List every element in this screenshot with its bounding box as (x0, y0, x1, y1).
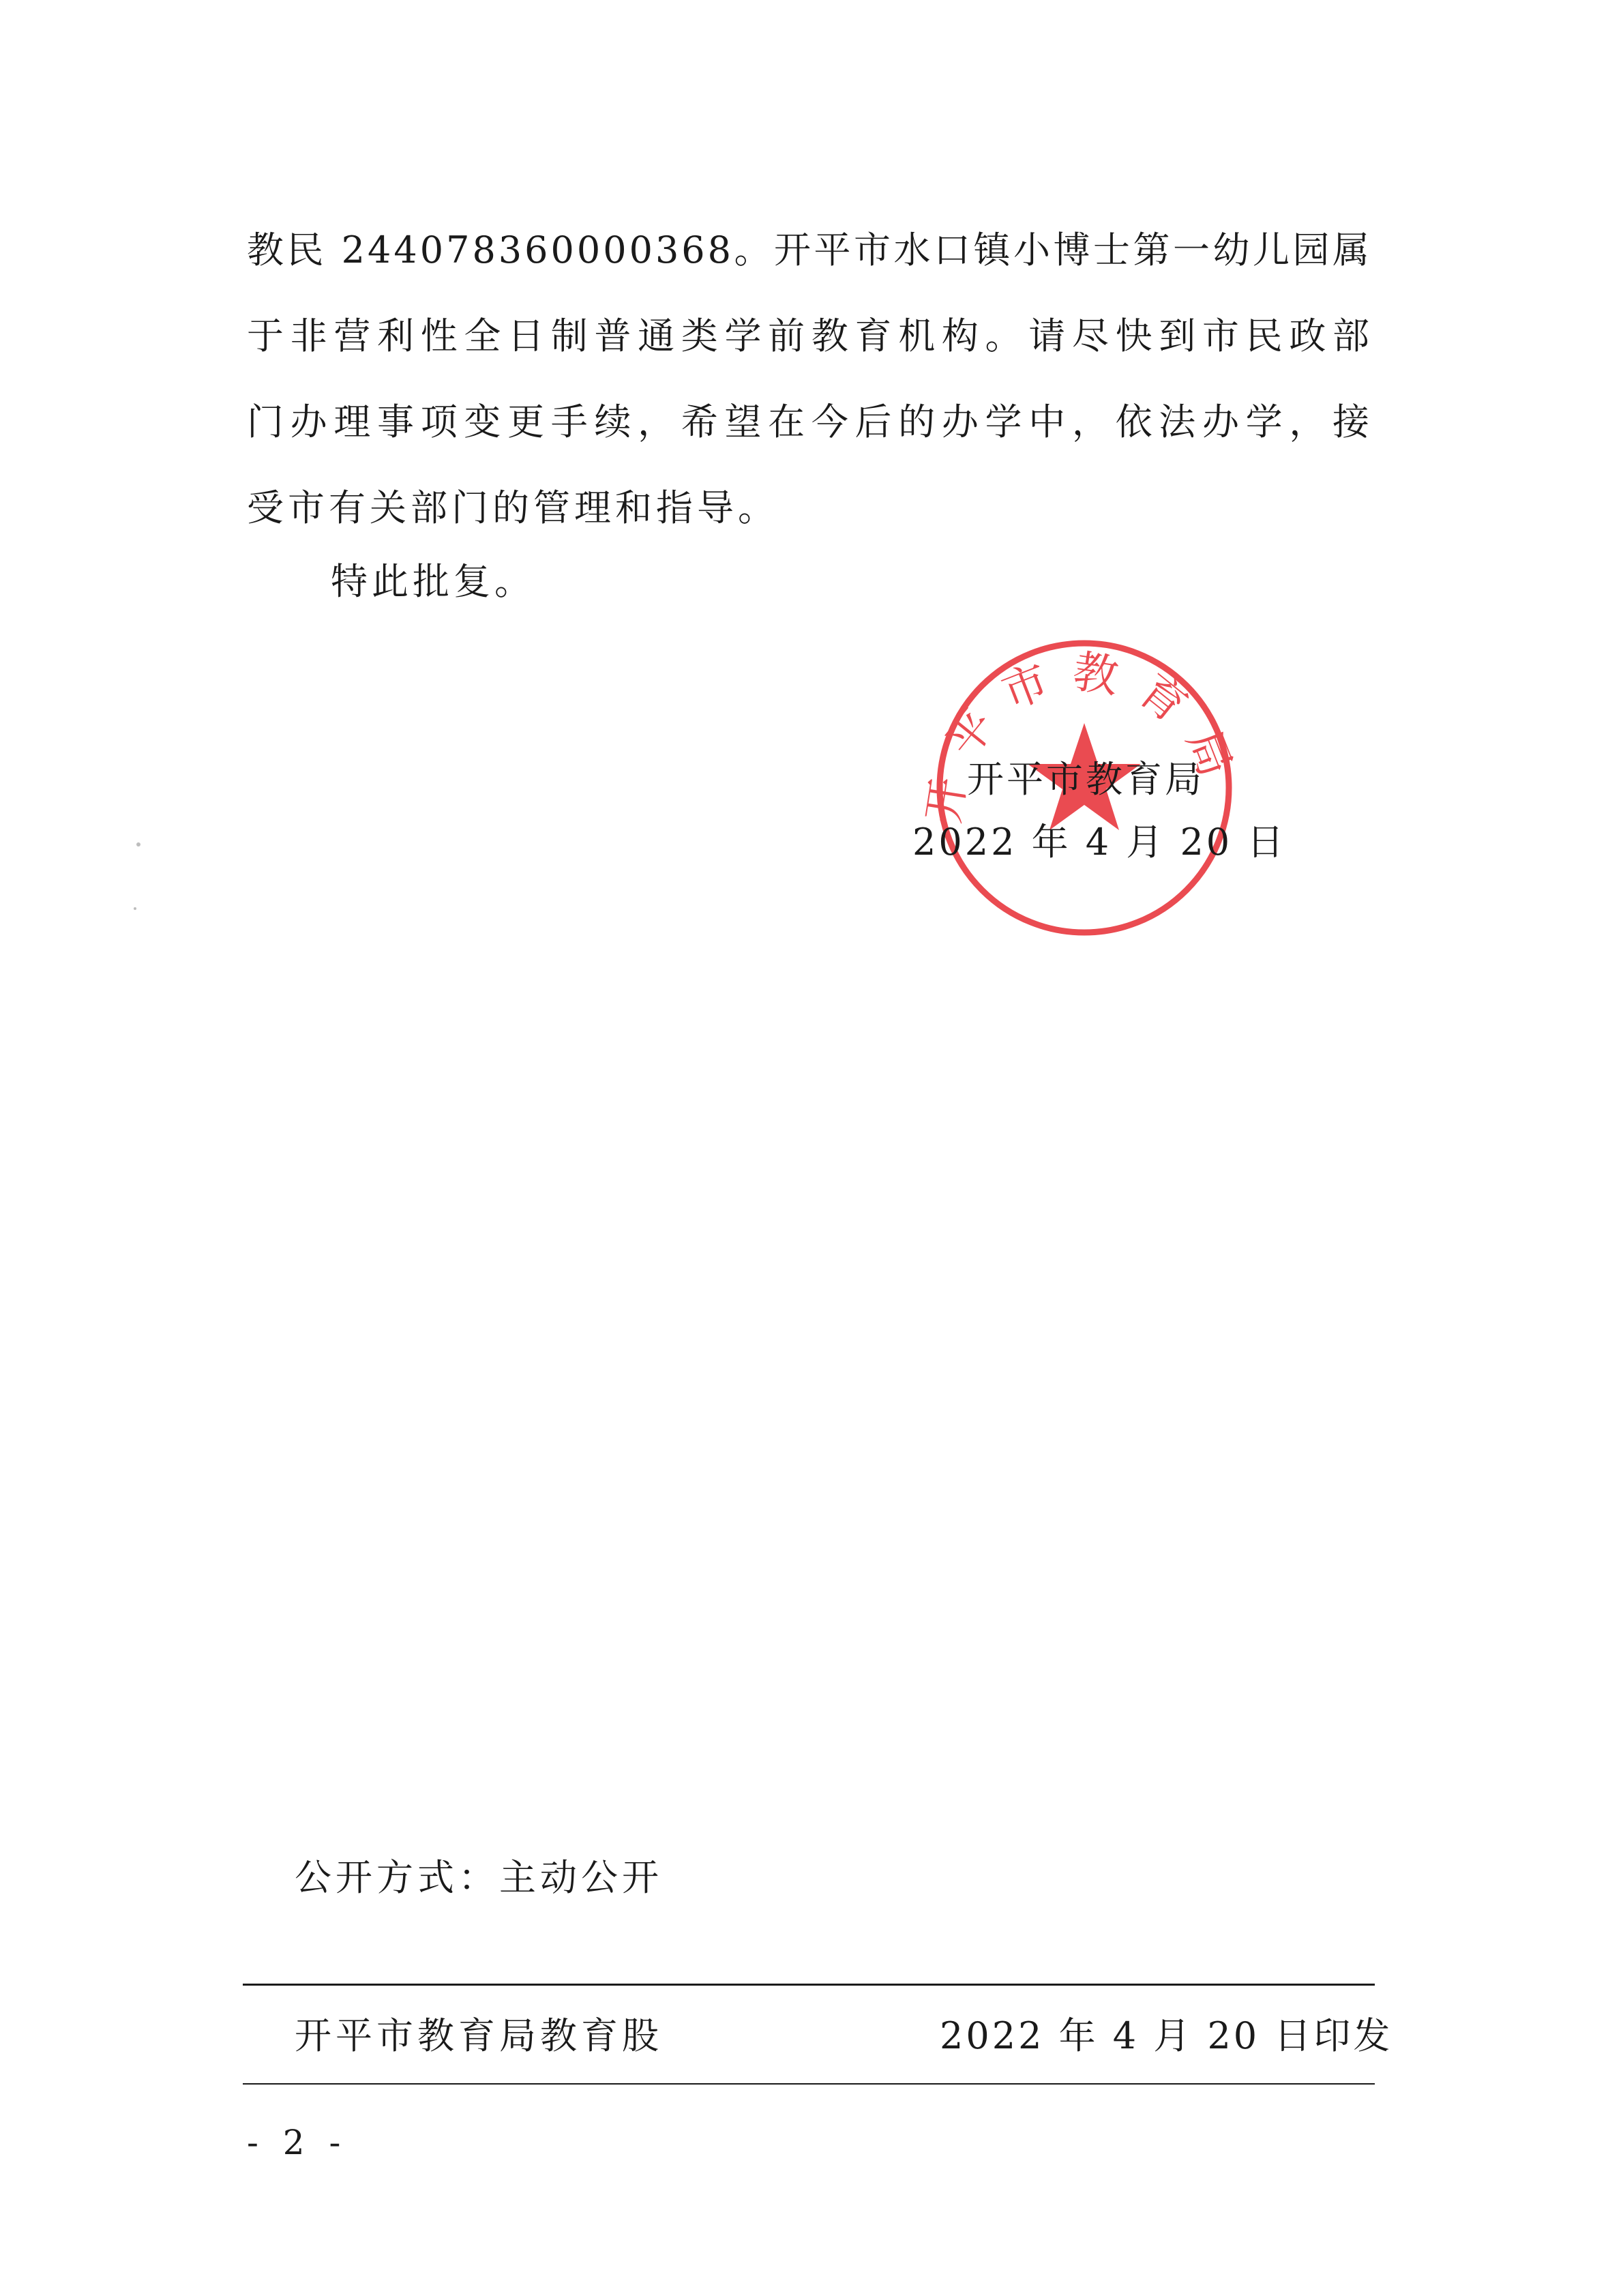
body-line-3: 门办理事项变更手续，希望在今后的办学中，依法办学，接 (247, 400, 1372, 443)
body-line-4: 受市有关部门的管理和指导。 (247, 486, 779, 529)
publicity-method: 公开方式：主动公开 (295, 1856, 663, 1899)
svg-text:开平市教育局: 开平市教育局 (917, 645, 1249, 827)
signature-organization: 开平市教育局 (967, 758, 1204, 801)
body-line-1: 教民 244078360000368。开平市水口镇小博士第一幼儿园属 (247, 229, 1372, 271)
scan-speck (134, 907, 136, 910)
footer-rule-bottom (243, 2083, 1375, 2085)
footer-issuer: 开平市教育局教育股 (295, 2014, 663, 2057)
footer-rule-top (243, 1984, 1375, 1986)
scan-speck (136, 842, 140, 847)
signature-date: 2022 年 4 月 20 日 (912, 821, 1287, 864)
body-line-2: 于非营利性全日制普通类学前教育机构。请尽快到市民政部 (247, 314, 1372, 357)
closing-phrase: 特此批复。 (331, 560, 535, 603)
page-number: - 2 - (247, 2123, 348, 2162)
footer-issue-date: 2022 年 4 月 20 日印发 (940, 2014, 1393, 2057)
